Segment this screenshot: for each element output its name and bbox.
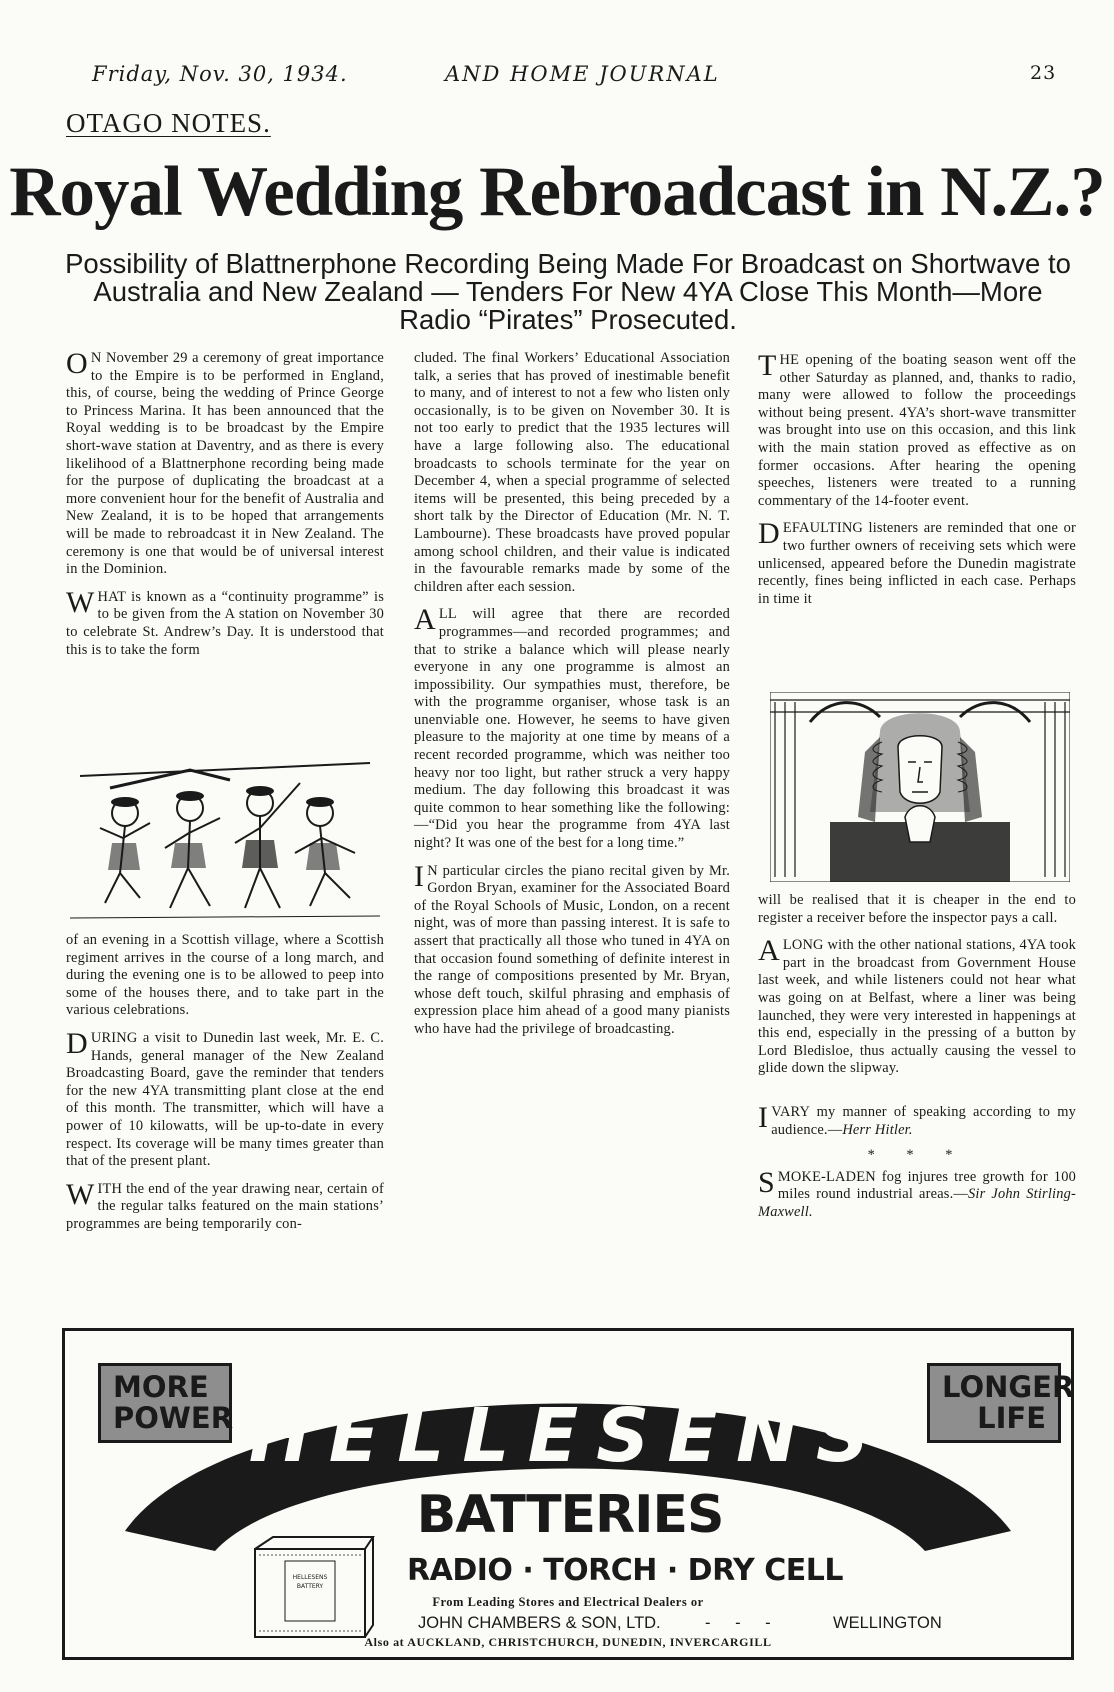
column-1-bottom — [66, 932, 384, 1244]
paragraph-continuity — [66, 585, 384, 659]
drop-cap: O — [66, 347, 88, 380]
paragraph-educational-talks — [414, 350, 730, 596]
distributor-name: JOHN CHAMBERS & SON, LTD. — [418, 1614, 661, 1632]
drop-cap: T — [758, 349, 777, 382]
paragraph-text: HE opening of the boating season went off the other Saturday as planned, and, thanks to radio, many were allowed to follow the proceedings without being present. 4YA’s short-wave transmitter was brought into use on this occasion, and this link with the main station proved as effective as on former occasions. After hearing the opening speeches, listeners were treated to a running commentary of the 14-footer event. — [758, 352, 1076, 509]
drop-cap: I — [758, 1100, 769, 1134]
section-title-text: OTAGO NOTES. — [66, 108, 271, 138]
column-3-bottom — [758, 892, 1076, 1232]
paragraph-royal-wedding — [66, 347, 384, 579]
product-types: RADIO · TORCH · DRY CELL — [407, 1553, 843, 1588]
column-2 — [414, 350, 730, 1049]
paragraph-text: of an evening in a Scottish village, where a Scottish regiment arrives in the course of a long march, and during the evening one is to be allowed to peep into some of the houses there, and to take part in the various celebrations. — [66, 932, 384, 1019]
column-3-top — [758, 349, 1076, 618]
battery-illustration — [245, 1531, 375, 1641]
paragraph-boating-season — [758, 349, 1076, 510]
paragraph-text: N particular circles the piano recital given by Mr. Gordon Bryan, examiner for the Associated Board of the Royal Schools of Music, London, on a recent night, was of more than passing interest. It is safe to assert that practically all those who tuned in 4YA on that occasion found something of definite interest in the range of compositions presented by Mr. Bryan, whose deft touch, skilful phrasing and emphasis of expression place him ahead of a good many pianists who have had the privilege of broadcasting. — [414, 862, 730, 1037]
paragraph-text: N November 29 a ceremony of great importance to the Empire is to be performed in England, this, of course, being the wedding of Prince George to Princess Marina. It has been announced that the Royal wedding is to be broadcast by the Empire short-wave station at Daventry, and as there is every likelihood of a Blattnerphone recording being made for the purpose of duplicating the broadcast at a more convenient hour for the benefit of Australia and New Zealand, it is to be hoped that arrangements will be made to rebroadcast it in New Zealand. The ceremony is one that would be of universal interest in the Dominion. — [66, 350, 384, 578]
paragraph-defaulting-listeners — [758, 517, 1076, 608]
paragraph-text: will be realised that it is cheaper in the end to register a receiver before the inspector pays a call. — [758, 892, 1076, 926]
longer-life-badge: LONGER LIFE — [927, 1363, 1061, 1443]
paragraph-text: HAT is known as a “continuity programme” is to be given from the A station on November 30 to celebrate St. Andrew’s Day. It is understood that this is to take the form — [66, 588, 384, 658]
brand-name: HELLESENS — [248, 1393, 888, 1479]
drop-cap: W — [66, 1177, 95, 1211]
column-1-top — [66, 347, 384, 669]
drop-cap: S — [758, 1165, 775, 1199]
paragraph-piano-recital — [414, 859, 730, 1039]
battery-label: HELLESENS BATTERY — [292, 1574, 328, 1590]
drop-cap: A — [414, 603, 436, 637]
paragraph-text: EFAULTING listeners are reminded that one or two further owners of receiving sets which were unlicensed, appeared before the Dunedin magistrate recently, fines being inflicted in each case. Perhaps in time it — [758, 520, 1076, 607]
paragraph-government-house — [758, 934, 1076, 1078]
issue-date: Friday, Nov. 30, 1934. — [92, 62, 348, 86]
quote-attribution: Herr Hitler. — [842, 1121, 913, 1138]
distributor-dashes: - - - — [705, 1614, 781, 1632]
section-stars: * * * — [867, 1147, 967, 1164]
distributor-city: WELLINGTON — [833, 1614, 942, 1632]
quote-text: VARY my manner of speaking according to my audience.— — [771, 1103, 1076, 1138]
paragraph-text: cluded. The final Workers’ Educational Association talk, a series that has proved of inestimable benefit to many, and of interest to not a few who listen only occasionally, is to be given on November 30. It is not too early to predict that the 1935 lectures will have a large following also. The educational broadcasts to schools terminate for the year on December 4, when a special programme of selected items will be presented, this being preceded by a short talk by the Director of Education (Mr. N. T. Lambourne). These broadcasts have proved popular among school children, and their value is indicated in the favourable remarks made by some of the children after each session. — [414, 350, 730, 595]
drop-cap: W — [66, 585, 95, 619]
subheadline: Possibility of Blattnerphone Recording Being Made For Broadcast on Shortwave to Australia and New Zealand — Tenders For New 4YA Close This Month—More Radio “Pirates” Prosecuted. — [65, 248, 1071, 335]
hellesens-advertisement — [62, 1328, 1074, 1660]
quote-hitler — [758, 1100, 1076, 1139]
quote-text: MOKE-LADEN fog injures tree growth for 100 miles round industrial areas.— — [777, 1168, 1076, 1203]
from-leading-stores: From Leading Stores and Electrical Dealers or — [432, 1595, 704, 1609]
drop-cap: D — [758, 517, 780, 551]
paragraph-text: LONG with the other national stations, 4YA took part in the broadcast from Government House last week, and while listeners could not hear what was going on at Belfast, where a liner was being launched, they were very interested in happenings at this end, especially in the pressing of a button by Lord Bledisloe, thus actually causing the vessel to glide down the slipway. — [758, 937, 1076, 1077]
product-name: BATTERIES — [416, 1485, 724, 1545]
drop-cap: I — [414, 859, 425, 893]
headline: Royal Wedding Rebroadcast in N.Z.? — [9, 153, 1105, 231]
paragraph-regular-talks — [66, 1177, 384, 1234]
judge-illustration — [770, 692, 1070, 882]
paragraph-cheaper-to-register — [758, 892, 1076, 927]
paragraph-text: URING a visit to Dunedin last week, Mr. E. C. Hands, general manager of the New Zealand Broadcasting Board, gave the reminder that tenders for the new 4YA transmitting plant close at the end of this month. The transmitter, which will have a power of 10 kilowatts, will be up-to-date in every respect. Its coverage will be many times greater than that of the present plant. — [66, 1029, 384, 1170]
paragraph-text: LL will agree that there are recorded programmes—and recorded programmes; and that to strike a balance which will please nearly everyone in any one programme is almost an impossibility. Our sympathies must, therefore, be with the programme organiser, whose task is an unenviable one. However, he seems to have given pleasure to the majority at one time by means of a recent recorded programme, which was neither too heavy nor too light, but rather struck a very happy medium. The day following this broadcast it was quite common to hear something like the following:—“Did you hear the programme from 4YA last night? It was one of the best for a long time.” — [414, 606, 730, 852]
scottish-dancers-illustration — [70, 758, 380, 923]
drop-cap: D — [66, 1026, 88, 1060]
drop-cap: A — [758, 934, 780, 968]
section-title — [66, 108, 271, 139]
paragraph-recorded-programmes — [414, 603, 730, 852]
quote-smoke-laden — [758, 1165, 1076, 1222]
more-power-badge: MORE POWER — [98, 1363, 232, 1443]
paragraph-transmitter-tenders — [66, 1026, 384, 1171]
paragraph-text: ITH the end of the year drawing near, certain of the regular talks featured on the main stations’ programmes are being temporarily con- — [66, 1180, 384, 1232]
quote-attribution: Sir John Stirling-Maxwell. — [758, 1186, 1076, 1220]
paragraph-scottish-village — [66, 932, 384, 1020]
journal-title: AND HOME JOURNAL — [445, 62, 720, 86]
branch-cities: Also at AUCKLAND, CHRISTCHURCH, DUNEDIN, INVERCARGILL — [364, 1635, 772, 1649]
page-number: 23 — [1030, 62, 1057, 84]
